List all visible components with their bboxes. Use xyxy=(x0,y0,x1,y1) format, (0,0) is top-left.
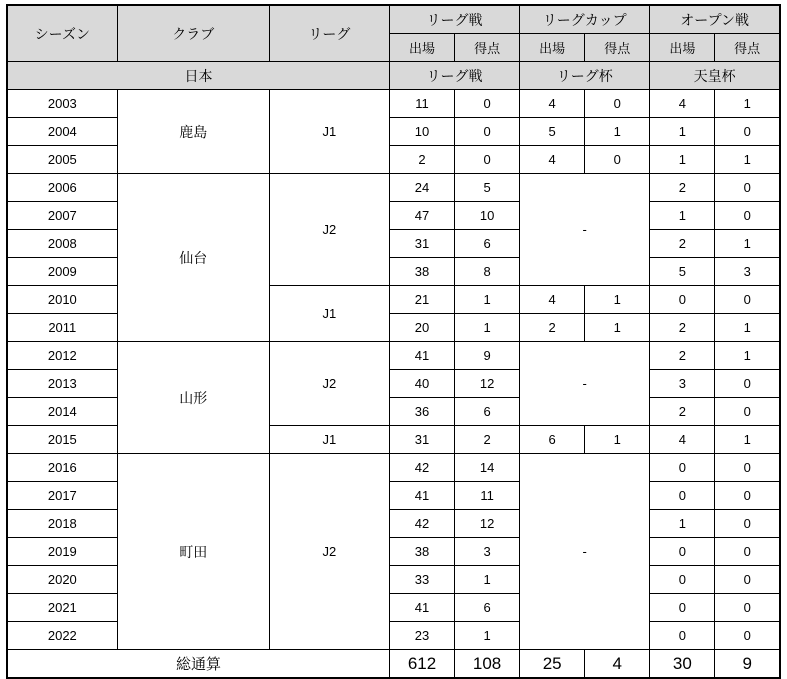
cup-apps-cell: 4 xyxy=(520,286,585,314)
cup-dash-cell: - xyxy=(520,454,650,650)
season-cell: 2022 xyxy=(7,622,117,650)
open-apps-cell: 1 xyxy=(650,146,715,174)
season-cell: 2018 xyxy=(7,510,117,538)
total-open-goals: 9 xyxy=(715,650,780,679)
league-goals-cell: 12 xyxy=(455,510,520,538)
open-goals-cell: 1 xyxy=(715,426,780,454)
open-apps-cell: 1 xyxy=(650,510,715,538)
league-apps-cell: 23 xyxy=(389,622,454,650)
header-league-cup: リーグカップ xyxy=(520,5,650,34)
subheader-cup-apps: 出場 xyxy=(520,34,585,62)
league-apps-cell: 42 xyxy=(389,454,454,482)
cup-dash-cell: - xyxy=(520,342,650,426)
league-goals-cell: 1 xyxy=(455,566,520,594)
open-goals-cell: 0 xyxy=(715,286,780,314)
open-goals-cell: 1 xyxy=(715,314,780,342)
cup-goals-cell: 1 xyxy=(585,286,650,314)
open-goals-cell: 1 xyxy=(715,90,780,118)
open-apps-cell: 0 xyxy=(650,286,715,314)
open-goals-cell: 0 xyxy=(715,622,780,650)
cup-goals-cell: 1 xyxy=(585,118,650,146)
open-goals-cell: 0 xyxy=(715,454,780,482)
season-cell: 2009 xyxy=(7,258,117,286)
open-goals-cell: 1 xyxy=(715,146,780,174)
league-cell: J1 xyxy=(269,90,389,174)
subheader-cup-goals: 得点 xyxy=(585,34,650,62)
open-apps-cell: 4 xyxy=(650,426,715,454)
league-apps-cell: 40 xyxy=(389,370,454,398)
cup-goals-cell: 0 xyxy=(585,90,650,118)
league-goals-cell: 6 xyxy=(455,398,520,426)
season-cell: 2010 xyxy=(7,286,117,314)
club-cell: 鹿島 xyxy=(117,90,269,174)
league-apps-cell: 33 xyxy=(389,566,454,594)
table-header-row xyxy=(7,5,780,34)
total-league-apps: 612 xyxy=(389,650,454,679)
league-apps-cell: 20 xyxy=(389,314,454,342)
total-cup-goals: 4 xyxy=(585,650,650,679)
league-apps-cell: 42 xyxy=(389,510,454,538)
cup-apps-cell: 4 xyxy=(520,90,585,118)
open-apps-cell: 1 xyxy=(650,118,715,146)
league-goals-cell: 12 xyxy=(455,370,520,398)
subheader-open-apps: 出場 xyxy=(650,34,715,62)
open-apps-cell: 0 xyxy=(650,482,715,510)
season-cell: 2021 xyxy=(7,594,117,622)
open-goals-cell: 3 xyxy=(715,258,780,286)
total-league-goals: 108 xyxy=(455,650,520,679)
league-apps-cell: 21 xyxy=(389,286,454,314)
open-goals-cell: 1 xyxy=(715,230,780,258)
header-league-match: リーグ戦 xyxy=(389,5,519,34)
table-row xyxy=(7,174,780,202)
league-apps-cell: 38 xyxy=(389,258,454,286)
season-cell: 2005 xyxy=(7,146,117,174)
league-apps-cell: 41 xyxy=(389,482,454,510)
league-goals-cell: 1 xyxy=(455,314,520,342)
league-cell: J2 xyxy=(269,454,389,650)
league-goals-cell: 9 xyxy=(455,342,520,370)
open-apps-cell: 2 xyxy=(650,230,715,258)
league-goals-cell: 6 xyxy=(455,230,520,258)
league-cell: J1 xyxy=(269,426,389,454)
cup-apps-cell: 2 xyxy=(520,314,585,342)
season-cell: 2003 xyxy=(7,90,117,118)
open-apps-cell: 0 xyxy=(650,622,715,650)
header-season: シーズン xyxy=(7,5,117,62)
league-apps-cell: 31 xyxy=(389,426,454,454)
league-cell: J2 xyxy=(269,174,389,286)
season-cell: 2014 xyxy=(7,398,117,426)
league-goals-cell: 5 xyxy=(455,174,520,202)
league-goals-cell: 14 xyxy=(455,454,520,482)
cup-goals-cell: 0 xyxy=(585,146,650,174)
league-apps-cell: 36 xyxy=(389,398,454,426)
open-goals-cell: 0 xyxy=(715,370,780,398)
country-label: 日本 xyxy=(7,62,389,90)
season-cell: 2011 xyxy=(7,314,117,342)
league-apps-cell: 10 xyxy=(389,118,454,146)
league-goals-cell: 6 xyxy=(455,594,520,622)
league-goals-cell: 0 xyxy=(455,146,520,174)
season-cell: 2013 xyxy=(7,370,117,398)
open-apps-cell: 0 xyxy=(650,538,715,566)
open-goals-cell: 0 xyxy=(715,482,780,510)
header-league: リーグ xyxy=(269,5,389,62)
cup-apps-cell: 6 xyxy=(520,426,585,454)
open-goals-cell: 0 xyxy=(715,566,780,594)
subheader-open-goals: 得点 xyxy=(715,34,780,62)
season-cell: 2016 xyxy=(7,454,117,482)
cup-apps-cell: 5 xyxy=(520,118,585,146)
league-goals-cell: 2 xyxy=(455,426,520,454)
club-cell: 町田 xyxy=(117,454,269,650)
total-row xyxy=(7,650,780,679)
country-open-cup: 天皇杯 xyxy=(650,62,780,90)
league-goals-cell: 1 xyxy=(455,622,520,650)
open-apps-cell: 0 xyxy=(650,594,715,622)
season-cell: 2019 xyxy=(7,538,117,566)
league-cell: J2 xyxy=(269,342,389,426)
cup-apps-cell: 4 xyxy=(520,146,585,174)
open-apps-cell: 2 xyxy=(650,314,715,342)
career-stats-table xyxy=(6,4,781,679)
subheader-league-apps: 出場 xyxy=(389,34,454,62)
open-goals-cell: 0 xyxy=(715,594,780,622)
table-row xyxy=(7,90,780,118)
country-row xyxy=(7,62,780,90)
season-cell: 2015 xyxy=(7,426,117,454)
open-goals-cell: 0 xyxy=(715,538,780,566)
open-apps-cell: 5 xyxy=(650,258,715,286)
cup-dash-cell: - xyxy=(520,174,650,286)
league-cell: J1 xyxy=(269,286,389,342)
league-goals-cell: 1 xyxy=(455,286,520,314)
season-cell: 2008 xyxy=(7,230,117,258)
season-cell: 2006 xyxy=(7,174,117,202)
open-goals-cell: 0 xyxy=(715,118,780,146)
league-goals-cell: 11 xyxy=(455,482,520,510)
open-apps-cell: 2 xyxy=(650,398,715,426)
open-apps-cell: 2 xyxy=(650,174,715,202)
header-club: クラブ xyxy=(117,5,269,62)
season-cell: 2020 xyxy=(7,566,117,594)
country-league-cup: リーグ杯 xyxy=(520,62,650,90)
cup-goals-cell: 1 xyxy=(585,314,650,342)
club-cell: 仙台 xyxy=(117,174,269,342)
season-cell: 2017 xyxy=(7,482,117,510)
season-cell: 2012 xyxy=(7,342,117,370)
open-goals-cell: 1 xyxy=(715,342,780,370)
open-goals-cell: 0 xyxy=(715,202,780,230)
league-apps-cell: 11 xyxy=(389,90,454,118)
league-apps-cell: 47 xyxy=(389,202,454,230)
league-goals-cell: 10 xyxy=(455,202,520,230)
open-goals-cell: 0 xyxy=(715,510,780,538)
header-open-cup: オープン戦 xyxy=(650,5,780,34)
league-apps-cell: 38 xyxy=(389,538,454,566)
open-apps-cell: 3 xyxy=(650,370,715,398)
open-apps-cell: 2 xyxy=(650,342,715,370)
league-apps-cell: 24 xyxy=(389,174,454,202)
league-goals-cell: 3 xyxy=(455,538,520,566)
open-apps-cell: 4 xyxy=(650,90,715,118)
league-apps-cell: 31 xyxy=(389,230,454,258)
open-apps-cell: 0 xyxy=(650,454,715,482)
open-goals-cell: 0 xyxy=(715,398,780,426)
league-goals-cell: 0 xyxy=(455,90,520,118)
total-cup-apps: 25 xyxy=(520,650,585,679)
total-open-apps: 30 xyxy=(650,650,715,679)
club-cell: 山形 xyxy=(117,342,269,454)
country-league-match: リーグ戦 xyxy=(389,62,519,90)
season-cell: 2004 xyxy=(7,118,117,146)
subheader-league-goals: 得点 xyxy=(455,34,520,62)
league-goals-cell: 0 xyxy=(455,118,520,146)
table-row xyxy=(7,454,780,482)
table-row xyxy=(7,342,780,370)
open-apps-cell: 1 xyxy=(650,202,715,230)
league-apps-cell: 41 xyxy=(389,342,454,370)
open-apps-cell: 0 xyxy=(650,566,715,594)
league-apps-cell: 41 xyxy=(389,594,454,622)
cup-goals-cell: 1 xyxy=(585,426,650,454)
league-apps-cell: 2 xyxy=(389,146,454,174)
league-goals-cell: 8 xyxy=(455,258,520,286)
total-label: 総通算 xyxy=(7,650,389,679)
season-cell: 2007 xyxy=(7,202,117,230)
open-goals-cell: 0 xyxy=(715,174,780,202)
